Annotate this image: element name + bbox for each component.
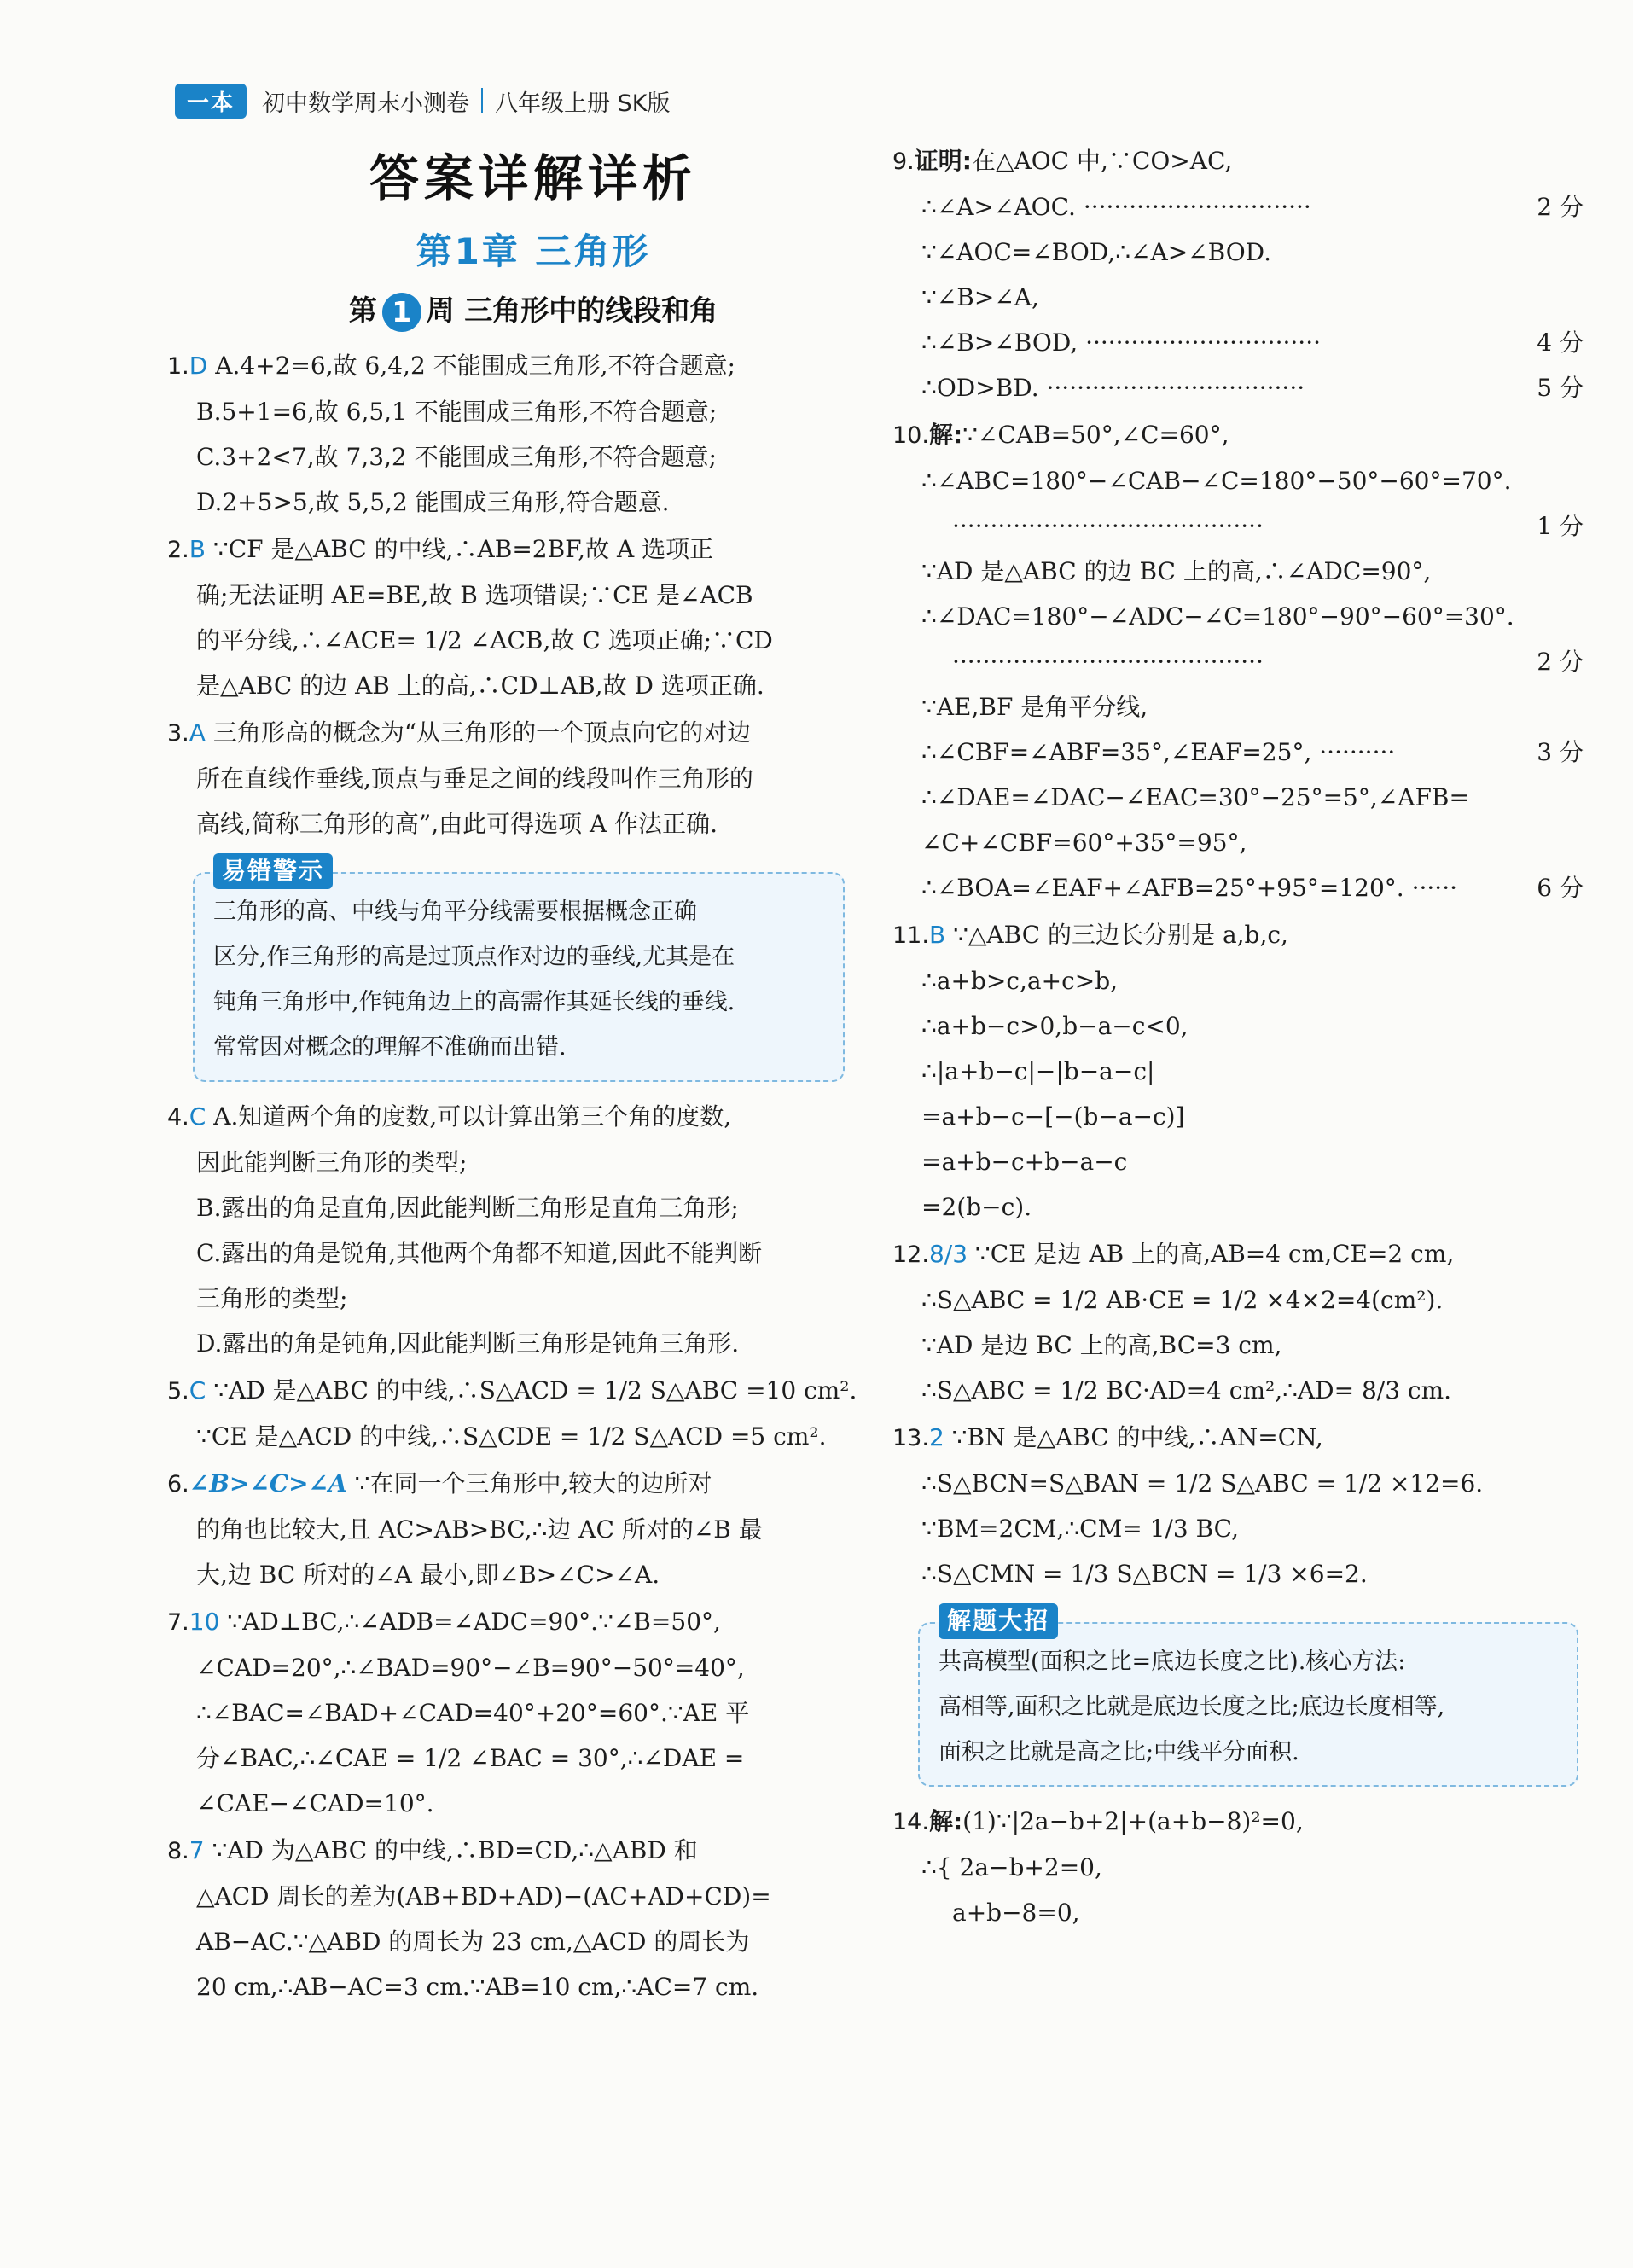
solution-text: A.4+2=6,故 6,4,2 不能围成三角形,不符合题意; <box>207 352 735 380</box>
solution-text: 分∠BAC,∴∠CAE = 1/2 ∠BAC = 30°,∴∠DAE = <box>196 1744 745 1772</box>
solution-text: C.3+2<7,故 7,3,2 不能围成三角形,不符合题意; <box>196 443 717 471</box>
question-line <box>892 1799 1584 1845</box>
answer-choice: 10 <box>189 1608 220 1636</box>
solution-text: ∠CAD=20°,∴∠BAD=90°−∠B=90°−50°=40°, <box>196 1654 745 1682</box>
solution-text: ∵∠AOC=∠BOD,∴∠A>∠BOD. <box>921 238 1272 266</box>
solution-text: 三角形的类型; <box>196 1284 348 1312</box>
question-number: 9. <box>892 148 915 175</box>
score-points: 1 分 <box>1537 512 1584 540</box>
score-points: 5 分 <box>1537 374 1584 402</box>
answer-choice: A <box>189 718 206 747</box>
answer-line <box>167 1690 850 1736</box>
solution-text: 的角也比较大,且 AC>AB>BC,∴边 AC 所对的∠B 最 <box>196 1515 763 1544</box>
question-line <box>167 1094 850 1140</box>
solution-text: ∵AE,BF 是角平分线, <box>921 693 1148 721</box>
answer-line <box>892 730 1584 775</box>
solution-text: ········································· <box>952 648 1264 676</box>
score-points: 4 分 <box>1537 329 1584 357</box>
solution-text: ∴∠ABC=180°−∠CAB−∠C=180°−50°−60°=70°. <box>921 467 1512 495</box>
solution-text: 是△ABC 的边 AB 上的高,∴CD⊥AB,故 D 选项正确. <box>196 672 764 700</box>
answer-line <box>892 1368 1584 1413</box>
tip-line: 常常因对概念的理解不准确而出错. <box>213 1034 567 1061</box>
question-number: 5. <box>167 1378 189 1404</box>
solution-text: =a+b−c−[−(b−a−c)] <box>921 1102 1185 1131</box>
solution-text: B.5+1=6,故 6,5,1 不能围成三角形,不符合题意; <box>196 398 718 426</box>
question-number: 7. <box>167 1609 189 1636</box>
solution-label: 证明: <box>914 147 972 175</box>
question-line <box>892 1415 1584 1461</box>
solution-text: D.露出的角是钝角,因此能判断三角形是钝角三角形. <box>196 1329 740 1358</box>
question-line <box>892 1231 1584 1277</box>
answer-line <box>892 184 1584 230</box>
tip-box-mistakes <box>193 857 845 1082</box>
score-points: 2 分 <box>1537 648 1584 676</box>
document-title: 答案详解详析 <box>369 149 697 207</box>
grade-edition: 八年级上册 SK版 <box>495 90 671 117</box>
answer-line <box>892 503 1584 549</box>
solution-text: ∴a+b−c>0,b−a−c<0, <box>921 1012 1188 1040</box>
right-column <box>892 137 1584 1935</box>
brand-logo: 一本 <box>175 84 247 119</box>
question-line <box>892 412 1584 458</box>
answer-choice: 7 <box>189 1836 205 1864</box>
series-name: 初中数学周末小测卷 <box>262 90 470 117</box>
answer-choice: C <box>189 1102 206 1131</box>
answer-line <box>167 663 850 708</box>
answer-line <box>892 639 1584 684</box>
answer-line <box>892 320 1584 365</box>
answer-line <box>167 1552 850 1597</box>
tip-label: 解题大招 <box>939 1603 1058 1639</box>
question-line <box>167 1828 850 1874</box>
answer-line <box>167 573 850 618</box>
question-number: 4. <box>167 1104 189 1131</box>
answer-line <box>167 1321 850 1366</box>
answer-line <box>892 1003 1584 1049</box>
solution-text: ∵AD 为△ABC 的中线,∴BD=CD,∴△ABD 和 <box>204 1836 698 1864</box>
answer-line <box>167 1507 850 1552</box>
answer-line <box>892 1139 1584 1184</box>
answer-line <box>892 1461 1584 1506</box>
solution-text: ∠C+∠CBF=60°+35°=95°, <box>921 829 1247 857</box>
solution-text: ∵AD 是△ABC 的边 BC 上的高,∴∠ADC=90°, <box>921 557 1432 585</box>
solution-label: 解: <box>928 1807 963 1835</box>
question-line <box>167 1368 857 1414</box>
question-number: 8. <box>167 1838 189 1864</box>
answer-line <box>892 1184 1584 1230</box>
answer-line <box>892 275 1584 320</box>
solution-text: 的平分线,∴∠ACE= 1/2 ∠ACB,故 C 选项正确;∵CD <box>196 626 773 654</box>
solution-text: ∴S△ABC = 1/2 BC·AD=4 cm²,∴AD= 8/3 cm. <box>921 1376 1452 1404</box>
tip-line: 高相等,面积之比就是底边长度之比;底边长度相等, <box>939 1694 1445 1720</box>
chapter-title: 第1章 三角形 <box>416 230 651 272</box>
answer-choice: 8/3 <box>928 1240 968 1268</box>
answer-line <box>167 1874 850 1919</box>
question-number: 1. <box>167 353 189 380</box>
solution-text: ∴∠BAC=∠BAD+∠CAD=40°+20°=60°.∵AE 平 <box>196 1699 750 1727</box>
tip-line: 区分,作三角形的高是过顶点作对边的垂线,尤其是在 <box>213 944 735 970</box>
answer-line <box>892 820 1584 865</box>
solution-text: 在△AOC 中,∵CO>AC, <box>971 147 1233 175</box>
solution-text: 三角形高的概念为“从三角形的一个顶点向它的对边 <box>205 718 752 747</box>
solution-text: ∴a+b>c,a+c>b, <box>921 967 1119 995</box>
solution-text: C.露出的角是锐角,其他两个角都不知道,因此不能判断 <box>196 1239 763 1267</box>
answer-line <box>892 1323 1584 1368</box>
answer-choice: C <box>189 1376 206 1404</box>
left-column <box>167 341 857 2009</box>
answer-line <box>167 801 850 846</box>
answer-line <box>167 1736 850 1781</box>
answer-line <box>167 1645 850 1690</box>
score-points: 6 分 <box>1537 874 1584 902</box>
solution-text: 高线,简称三角形的高”,由此可得选项 A 作法正确. <box>196 810 718 838</box>
solution-text: ∵CF 是△ABC 的中线,∴AB=2BF,故 A 选项正 <box>205 535 714 563</box>
solution-text: ∴∠DAC=180°−∠ADC−∠C=180°−90°−60°=30°. <box>921 602 1514 631</box>
question-number: 13. <box>892 1425 929 1451</box>
solution-text: ∴S△ABC = 1/2 AB·CE = 1/2 ×4×2=4(cm²). <box>921 1286 1444 1314</box>
solution-text: ∵AD 是△ABC 的中线,∴S△ACD = 1/2 S△ABC =10 cm². <box>206 1376 857 1404</box>
solution-text: ∴∠CBF=∠ABF=35°,∠EAF=25°, ·········· <box>921 738 1396 766</box>
answer-line <box>892 1845 1584 1890</box>
answer-line <box>892 230 1584 275</box>
solution-text: ∴∠DAE=∠DAC−∠EAC=30°−25°=5°,∠AFB= <box>921 783 1469 811</box>
solution-text: ∴{ 2a−b+2=0, <box>921 1853 1102 1881</box>
solution-text: ∴∠B>∠BOD, ······························· <box>921 329 1321 357</box>
answer-line <box>892 1094 1584 1139</box>
answers-block-2 <box>167 1094 857 2009</box>
solution-text: 确;无法证明 AE=BE,故 B 选项错误;∵CE 是∠ACB <box>196 581 753 609</box>
question-number: 6. <box>167 1471 189 1497</box>
question-number: 11. <box>892 922 929 949</box>
answer-line <box>167 480 850 525</box>
solution-text: ∵CE 是△ACD 的中线,∴S△CDE = 1/2 S△ACD =5 cm². <box>196 1422 827 1451</box>
page-header <box>175 84 670 118</box>
question-line <box>167 526 850 573</box>
tip-box-methods <box>918 1607 1578 1787</box>
answer-line <box>892 458 1584 503</box>
answer-line <box>167 1964 850 2009</box>
answer-line <box>892 1551 1584 1596</box>
solution-text: (1)∵|2a−b+2|+(a+b−8)²=0, <box>962 1807 1304 1835</box>
answers-block-1 <box>167 343 850 846</box>
solution-text: 大,边 BC 所对的∠A 最小,即∠B>∠C>∠A. <box>196 1561 660 1589</box>
solution-text: 所在直线作垂线,顶点与垂足之间的线段叫作三角形的 <box>196 765 753 793</box>
solution-text: ∵BM=2CM,∴CM= 1/3 BC, <box>921 1515 1239 1543</box>
week-subtitle: 周 三角形中的线段和角 <box>426 294 718 327</box>
answer-line <box>892 958 1584 1003</box>
solution-text: ∵在同一个三角形中,较大的边所对 <box>346 1469 712 1497</box>
tip-label: 易错警示 <box>213 853 333 889</box>
answer-choice: B <box>189 535 206 563</box>
solution-text: ∴S△CMN = 1/3 S△BCN = 1/3 ×6=2. <box>921 1560 1368 1588</box>
solution-text: A.知道两个角的度数,可以计算出第三个角的度数, <box>206 1102 732 1131</box>
answer-choice: B <box>928 921 946 949</box>
solution-text: ∠CAE−∠CAD=10°. <box>196 1789 434 1817</box>
question-line <box>892 138 1584 184</box>
tip-line: 钝角三角形中,作钝角边上的高需作其延长线的垂线. <box>213 989 735 1015</box>
solution-text: ∵AD 是边 BC 上的高,BC=3 cm, <box>921 1331 1282 1359</box>
solution-text: ∴∠A>∠AOC. ······························ <box>921 193 1311 221</box>
answer-line <box>167 618 850 663</box>
tip-line: 三角形的高、中线与角平分线需要根据概念正确 <box>213 898 697 925</box>
answer-line <box>167 389 850 434</box>
answer-line <box>167 1919 850 1964</box>
answer-line <box>167 1230 850 1276</box>
answer-choice: D <box>189 352 208 380</box>
solution-text: B.露出的角是直角,因此能判断三角形是直角三角形; <box>196 1194 739 1222</box>
solution-label: 解: <box>928 421 963 449</box>
solution-text: ∵∠B>∠A, <box>921 283 1039 311</box>
solution-text: ∴S△BCN=S△BAN = 1/2 S△ABC = 1/2 ×12=6. <box>921 1469 1484 1497</box>
week-prefix: 第 <box>348 294 377 327</box>
solution-text: ∴∠BOA=∠EAF+∠AFB=25°+95°=120°. ······ <box>921 874 1457 902</box>
answer-line <box>892 775 1584 820</box>
solution-text: ········································· <box>952 512 1264 540</box>
solution-text: ∵∠CAB=50°,∠C=60°, <box>962 421 1229 449</box>
answer-line <box>892 865 1584 910</box>
solution-text: △ACD 周长的差为(AB+BD+AD)−(AC+AD+CD)= <box>196 1882 771 1910</box>
solution-text: ∵AD⊥BC,∴∠ADB=∠ADC=90°.∵∠B=50°, <box>219 1608 721 1636</box>
question-line <box>167 1461 850 1507</box>
question-number: 3. <box>167 720 189 747</box>
solution-text: ∵△ABC 的三边长分别是 a,b,c, <box>945 921 1288 949</box>
answer-line <box>892 365 1584 410</box>
tip-text <box>939 1639 1558 1775</box>
question-line <box>167 1599 850 1645</box>
answer-line <box>892 1277 1584 1323</box>
question-line <box>167 710 850 756</box>
answers-block-4 <box>892 1799 1584 1935</box>
solution-text: =2(b−c). <box>921 1193 1032 1221</box>
solution-text: =a+b−c+b−a−c <box>921 1148 1128 1176</box>
week-number-badge: 1 <box>382 293 421 332</box>
answer-line <box>892 1890 1584 1935</box>
solution-text: D.2+5>5,故 5,5,2 能围成三角形,符合题意. <box>196 488 670 516</box>
question-number: 12. <box>892 1242 929 1268</box>
tip-line: 面积之比就是高之比;中线平分面积. <box>939 1739 1299 1765</box>
score-points: 2 分 <box>1537 193 1584 221</box>
solution-text: 因此能判断三角形的类型; <box>196 1149 468 1177</box>
answer-line <box>892 684 1584 730</box>
solution-text: ∵BN 是△ABC 的中线,∴AN=CN, <box>944 1423 1323 1451</box>
score-points: 3 分 <box>1537 738 1584 766</box>
solution-text: 20 cm,∴AB−AC=3 cm.∵AB=10 cm,∴AC=7 cm. <box>196 1973 759 2001</box>
answer-line <box>167 434 850 480</box>
answer-choice: 2 <box>928 1423 944 1451</box>
answer-line <box>167 1140 850 1185</box>
answer-line <box>892 594 1584 639</box>
answer-line <box>167 1414 850 1459</box>
answer-line <box>892 1049 1584 1094</box>
question-number: 10. <box>892 422 929 449</box>
solution-text: ∴OD>BD. ·································· <box>921 374 1305 402</box>
solution-text: ∵CE 是边 AB 上的高,AB=4 cm,CE=2 cm, <box>968 1240 1455 1268</box>
answers-block-3 <box>892 138 1584 1596</box>
answer-line <box>892 1506 1584 1551</box>
question-line <box>167 343 850 389</box>
solution-text: AB−AC.∵△ABD 的周长为 23 cm,△ACD 的周长为 <box>196 1928 750 1956</box>
answer-choice: ∠B>∠C>∠A <box>189 1469 347 1497</box>
answer-line <box>167 1276 850 1321</box>
question-number: 2. <box>167 537 189 563</box>
solution-text: a+b−8=0, <box>952 1899 1080 1927</box>
question-line <box>892 912 1584 958</box>
answer-line <box>892 549 1584 594</box>
week-title <box>192 288 875 332</box>
answer-line <box>167 1185 850 1230</box>
solution-text: ∴|a+b−c|−|b−a−c| <box>921 1057 1155 1085</box>
tip-text <box>213 889 824 1070</box>
answer-line <box>167 1781 850 1826</box>
question-number: 14. <box>892 1809 929 1835</box>
header-divider <box>481 88 483 113</box>
tip-line: 共高模型(面积之比=底边长度之比).核心方法: <box>939 1649 1406 1675</box>
answer-line <box>167 756 850 801</box>
